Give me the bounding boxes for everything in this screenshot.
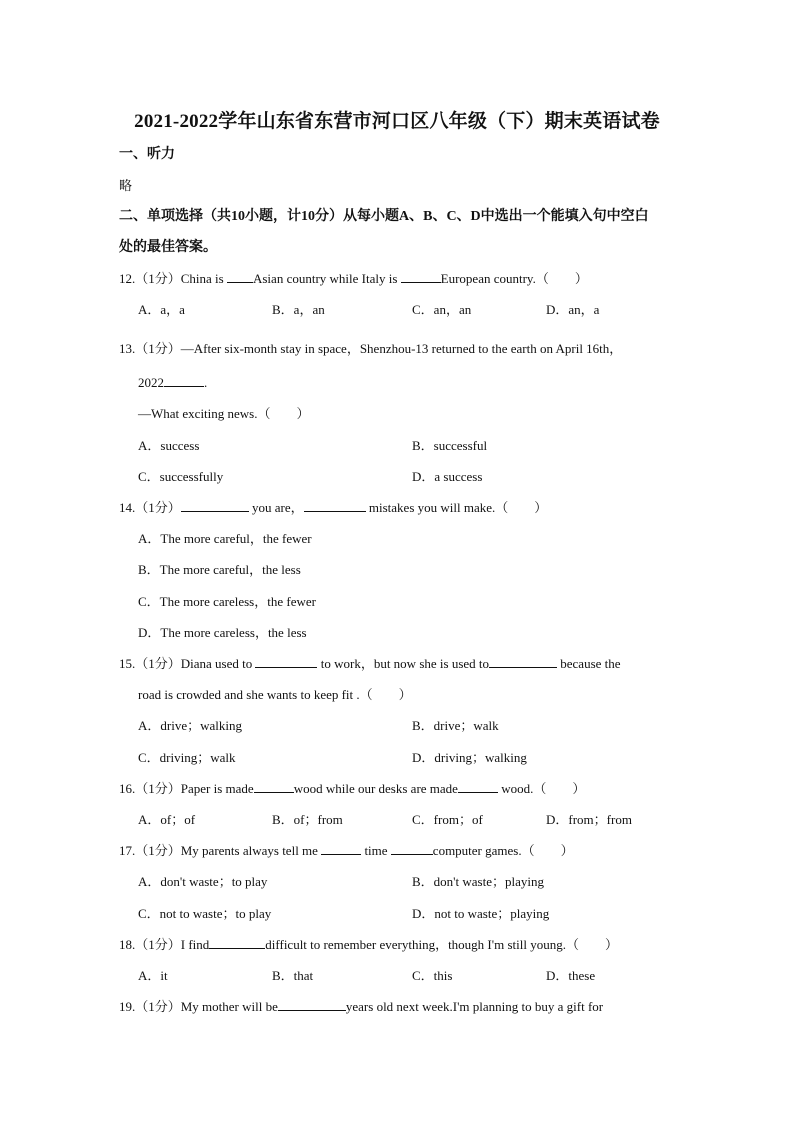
q15-option-c: C．driving；walk <box>138 750 236 765</box>
q17-option-c: C．not to waste；to play <box>138 906 272 921</box>
q17-option-b: B．don't waste；playing <box>412 874 544 889</box>
question-19-stem <box>119 998 603 1016</box>
answer-blank <box>209 936 265 949</box>
q13-option-a: A．success <box>138 438 200 453</box>
q14-option-b: B．The more careful，the less <box>138 562 301 577</box>
answer-blank <box>401 270 441 283</box>
q16-option-c: C．from；of <box>412 812 483 827</box>
q16-option-a: A．of；of <box>138 812 196 827</box>
q14-option-c: C．The more careless，the fewer <box>138 594 316 609</box>
answer-blank <box>391 842 433 855</box>
question-16-text-b: wood while our desks are made <box>293 781 458 796</box>
answer-blank <box>254 780 294 793</box>
question-18-text-a: 18.（1分）I find <box>119 937 210 952</box>
question-12-text-a: 12.（1分）China is <box>119 271 227 286</box>
q18-option-a: A．it <box>138 968 168 983</box>
question-14-stem <box>119 499 547 517</box>
q14-option-d: D．The more careless，the less <box>138 625 307 640</box>
question-14-text-c: mistakes you will make.（ ） <box>365 500 548 515</box>
q17-option-d: D．not to waste；playing <box>412 906 550 921</box>
listening-note: 略 <box>119 178 133 193</box>
question-17-text-b: time <box>361 843 391 858</box>
q17-option-a: A．don't waste；to play <box>138 874 268 889</box>
answer-blank <box>227 270 253 283</box>
section-heading-listening: 一、听力 <box>119 147 175 162</box>
q13-option-b: B．successful <box>412 438 488 453</box>
question-15-stem <box>119 655 621 673</box>
question-17-stem <box>119 842 574 860</box>
question-17-text-a: 17.（1分）My parents always tell me <box>119 843 322 858</box>
answer-blank <box>489 655 557 668</box>
answer-blank <box>255 655 317 668</box>
question-17-text-c: computer games.（ ） <box>432 843 574 858</box>
question-15-text-a: 15.（1分）Diana used to <box>119 656 256 671</box>
q15-option-b: B．drive；walk <box>412 718 499 733</box>
q13-option-c: C．successfully <box>138 469 224 484</box>
q12-option-d: D．an，a <box>546 302 600 317</box>
question-16-text-a: 16.（1分）Paper is made <box>119 781 254 796</box>
question-14-text-a: 14.（1分） <box>119 500 181 515</box>
answer-blank <box>164 374 204 387</box>
question-18-text-b: difficult to remember everything，though I'm still young.（ ） <box>265 937 618 952</box>
question-19-text-b: years old next week.I'm planning to buy a gift for <box>345 999 604 1014</box>
question-16-text-c: wood.（ ） <box>497 781 586 796</box>
question-12-stem <box>119 270 588 288</box>
q12-option-a: A．a，a <box>138 302 185 317</box>
q18-option-b: B．that <box>272 968 314 983</box>
q15-option-d: D．driving；walking <box>412 750 527 765</box>
q16-option-b: B．of；from <box>272 812 343 827</box>
q14-option-a: A．The more careful，the fewer <box>138 531 312 546</box>
answer-blank <box>321 842 361 855</box>
question-15-text-c: because the <box>557 656 621 671</box>
question-15-stem-line2: road is crowded and she wants to keep fit .（ ） <box>138 687 412 702</box>
page-title: 2021-2022学年山东省东营市河口区八年级（下）期末英语试卷 <box>134 111 660 132</box>
question-13-year: 2022 <box>138 375 164 390</box>
q16-option-d: D．from；from <box>546 812 632 827</box>
answer-blank <box>181 499 249 512</box>
q15-option-a: A．drive；walking <box>138 718 242 733</box>
question-14-text-b: you are， <box>248 500 304 515</box>
question-13-period: . <box>204 375 208 390</box>
question-13-stem: 13.（1分）—After six-month stay in space，Shenzhou-13 returned to the earth on April 16th， <box>119 341 623 356</box>
section-heading-single-choice: 二、单项选择（共10小题，计10分）从每小题A、B、C、D中选出一个能填入句中空白 <box>119 209 649 224</box>
answer-blank <box>278 998 346 1011</box>
question-12-text-b: Asian country while Italy is <box>252 271 401 286</box>
q12-option-c: C．an，an <box>412 302 472 317</box>
question-13-stem-line2 <box>138 374 207 392</box>
q13-option-d: D．a success <box>412 469 483 484</box>
question-19-text-a: 19.（1分）My mother will be <box>119 999 278 1014</box>
section-heading-single-choice-cont: 处的最佳答案。 <box>119 240 217 255</box>
question-12-text-c: European country.（ ） <box>440 271 588 286</box>
question-15-text-b: to work，but now she is used to <box>317 656 490 671</box>
question-16-stem <box>119 780 585 798</box>
answer-blank <box>304 499 366 512</box>
q18-option-d: D．these <box>546 968 596 983</box>
answer-blank <box>458 780 498 793</box>
q18-option-c: C．this <box>412 968 453 983</box>
question-18-stem <box>119 936 618 954</box>
q12-option-b: B．a，an <box>272 302 325 317</box>
question-13-reply: —What exciting news.（ ） <box>138 406 310 421</box>
